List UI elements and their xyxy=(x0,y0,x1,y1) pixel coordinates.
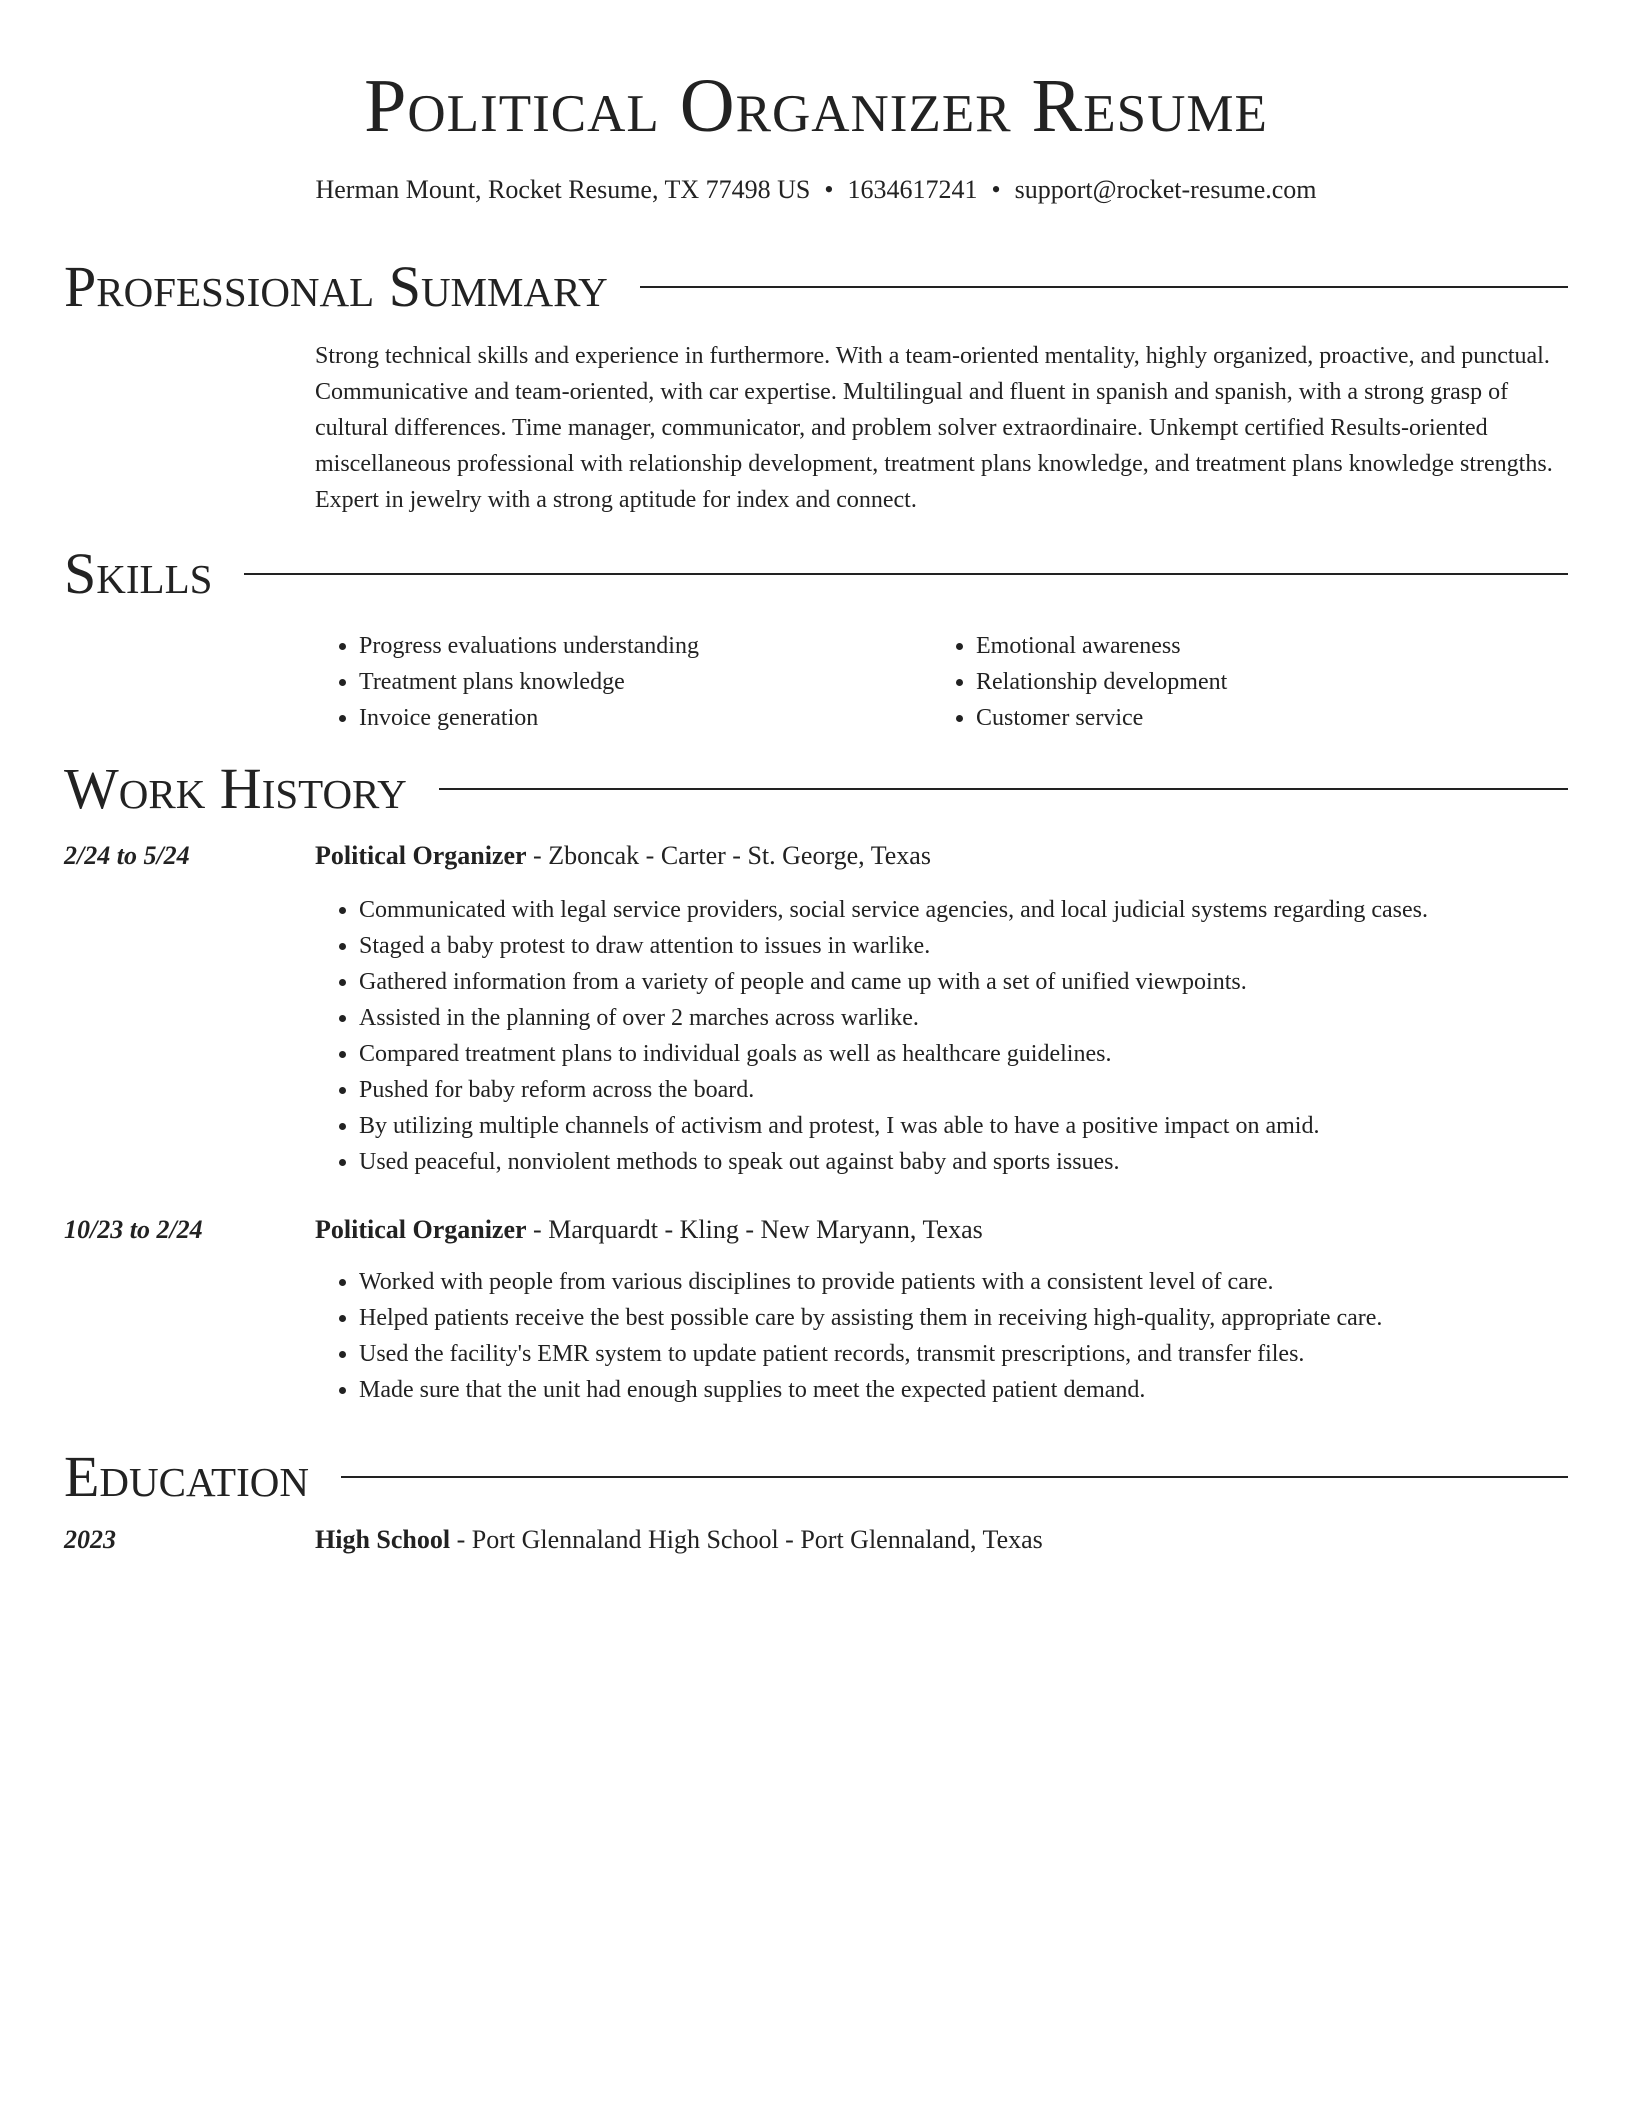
skill-item: • Invoice generation xyxy=(359,700,932,736)
skills-column-right xyxy=(932,628,1549,736)
skill-item: • Customer service xyxy=(976,700,1549,736)
job-title-line xyxy=(315,838,931,874)
education-degree: High School xyxy=(315,1525,451,1554)
section-header-work xyxy=(64,757,1568,821)
job-bullet: • Pushed for baby reform across the board. xyxy=(359,1072,1568,1108)
skills-list xyxy=(315,628,1568,736)
skill-item: • Relationship development xyxy=(976,664,1549,700)
resume-title: Political Organizer Resume xyxy=(364,64,1268,148)
contact-separator: • xyxy=(824,175,834,204)
job-bullet: • By utilizing multiple channels of activism and protest, I was able to have a positive impact on amid. xyxy=(359,1108,1568,1144)
section-header-skills xyxy=(64,542,1568,606)
job-bullets xyxy=(315,1264,1568,1408)
section-divider xyxy=(341,1476,1568,1478)
job-dates: 10/23 to 2/24 xyxy=(64,1215,203,1244)
job-bullet: • Worked with people from various disciplines to provide patients with a consistent level of care. xyxy=(359,1264,1568,1300)
contact-phone: 1634617241 xyxy=(847,175,978,204)
job-bullet: • Assisted in the planning of over 2 marches across warlike. xyxy=(359,1000,1568,1036)
section-title-skills: Skills xyxy=(64,541,213,606)
skill-item: • Progress evaluations understanding xyxy=(359,628,932,664)
section-header-summary xyxy=(64,255,1568,319)
job-dates: 2/24 to 5/24 xyxy=(64,841,190,870)
job-bullet: • Used peaceful, nonviolent methods to speak out against baby and sports issues. xyxy=(359,1144,1568,1180)
job-details: - Marquardt - Kling - New Maryann, Texas xyxy=(526,1215,983,1244)
section-divider xyxy=(439,788,1568,790)
job-bullet: • Staged a baby protest to draw attention to issues in warlike. xyxy=(359,928,1568,964)
job-bullet: • Helped patients receive the best possible care by assisting them in receiving high-quality, appropriate care. xyxy=(359,1300,1568,1336)
section-header-education xyxy=(64,1445,1568,1509)
section-title-work: Work History xyxy=(64,756,407,821)
job-bullet: • Used the facility's EMR system to update patient records, transmit prescriptions, and transfer files. xyxy=(359,1336,1568,1372)
education-line xyxy=(315,1522,1043,1558)
section-divider xyxy=(244,573,1568,575)
contact-address: Herman Mount, Rocket Resume, TX 77498 US xyxy=(315,175,811,204)
section-title-education: Education xyxy=(64,1444,309,1509)
contact-email: support@rocket-resume.com xyxy=(1014,175,1317,204)
summary-text: Strong technical skills and experience in furthermore. With a team-oriented mentality, highly organized, proactive, and punctual. Communicative and team-oriented, with car expertise. Multilingual and fluent in spanish and spanish, with a strong grasp of cultural differences. Time manager, communicator, and problem solver extraordinaire. Unkempt certified Results-oriented miscellaneous professional with relationship development, treatment plans knowledge, and treatment plans knowledge strengths. Expert in jewelry with a strong aptitude for index and connect. xyxy=(315,343,1553,513)
education-details: - Port Glennaland High School - Port Glennaland, Texas xyxy=(450,1525,1043,1554)
job-bullet: • Compared treatment plans to individual goals as well as healthcare guidelines. xyxy=(359,1036,1568,1072)
job-title: Political Organizer xyxy=(315,841,527,870)
job-bullets xyxy=(315,892,1568,1180)
section-divider xyxy=(640,286,1568,288)
job-title-line xyxy=(315,1212,983,1248)
education-year: 2023 xyxy=(64,1525,116,1554)
job-bullet: • Communicated with legal service providers, social service agencies, and local judicial systems regarding cases. xyxy=(359,892,1568,928)
job-title: Political Organizer xyxy=(315,1215,527,1244)
skill-item: • Treatment plans knowledge xyxy=(359,664,932,700)
job-details: - Zboncak - Carter - St. George, Texas xyxy=(526,841,931,870)
skills-column-left xyxy=(315,628,932,736)
contact-line xyxy=(0,173,1632,207)
job-bullet: • Gathered information from a variety of people and came up with a set of unified viewpoints. xyxy=(359,964,1568,1000)
section-title-summary: Professional Summary xyxy=(64,254,608,319)
job-bullet: • Made sure that the unit had enough supplies to meet the expected patient demand. xyxy=(359,1372,1568,1408)
contact-separator: • xyxy=(991,175,1001,204)
skill-item: • Emotional awareness xyxy=(976,628,1549,664)
